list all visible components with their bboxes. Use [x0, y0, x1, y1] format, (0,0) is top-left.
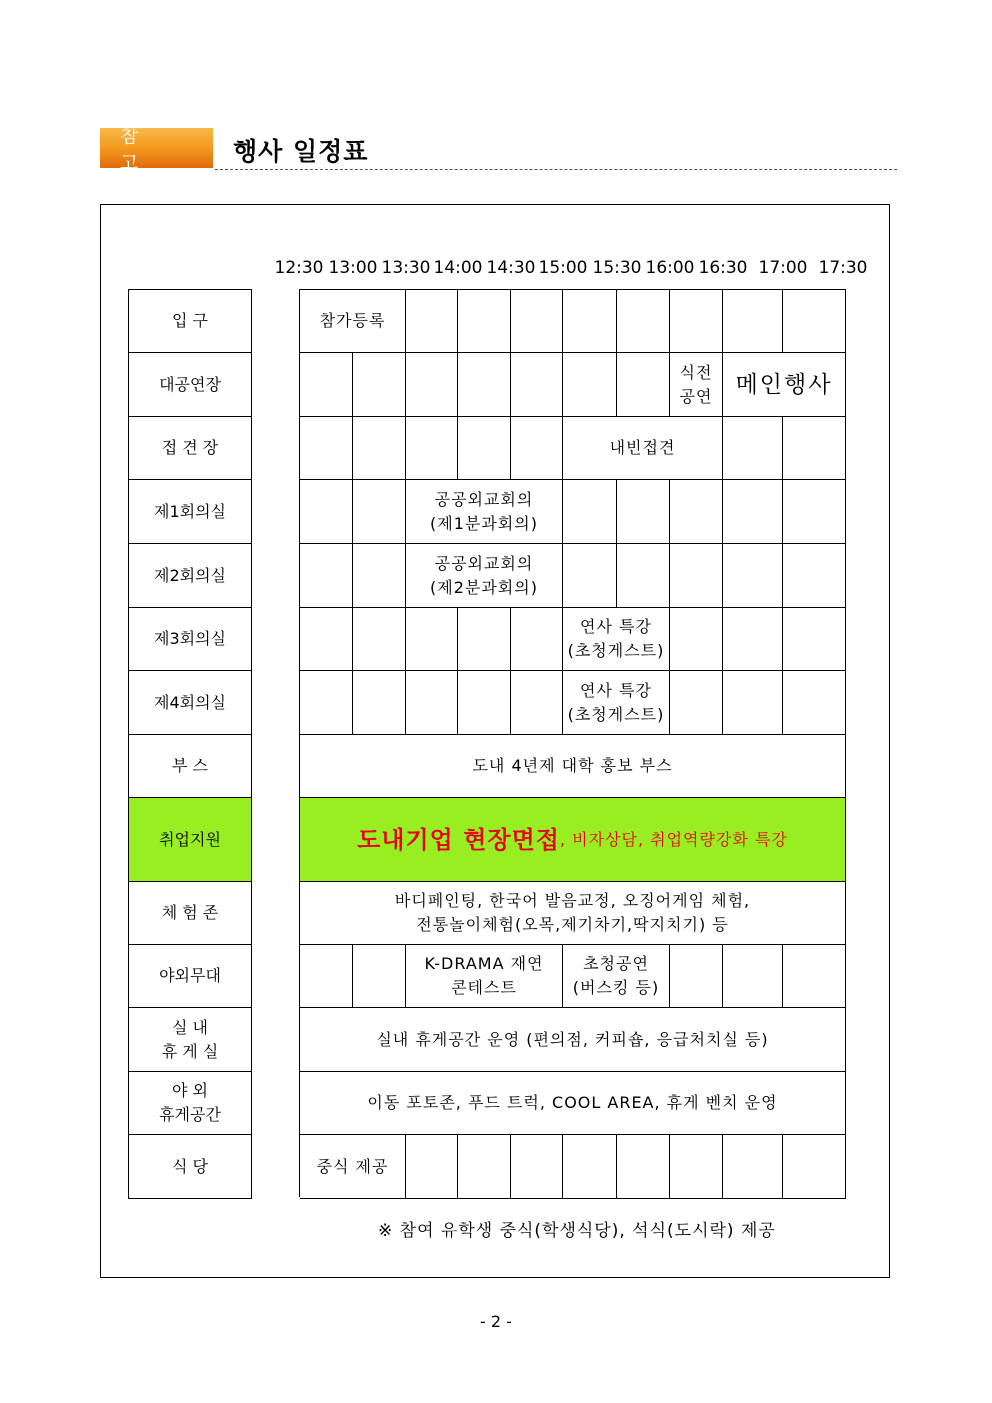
schedule-empty-cell [458, 608, 511, 671]
section-header [100, 125, 897, 174]
schedule-empty-cell [617, 353, 670, 417]
schedule-empty-cell [723, 480, 783, 544]
schedule-empty-cell [723, 544, 783, 608]
time-label: 13:00 [328, 258, 378, 278]
schedule-empty-cell [783, 290, 846, 353]
time-label: 15:00 [538, 258, 588, 278]
schedule-empty-cell [563, 544, 617, 608]
time-label: 13:30 [381, 258, 431, 278]
header-divider [215, 169, 897, 170]
venue-label: 취업지원 [129, 798, 251, 882]
schedule-empty-cell [353, 671, 406, 735]
schedule-event: 실내 휴게공간 운영 (편의점, 커피숍, 응급처치실 등) [300, 1008, 846, 1072]
schedule-empty-cell [617, 290, 670, 353]
schedule-empty-cell [617, 544, 670, 608]
schedule-empty-cell [783, 417, 846, 480]
schedule-empty-cell [563, 353, 617, 417]
reference-badge: 참 고 [100, 128, 213, 168]
job-support-cell [300, 798, 846, 882]
schedule-empty-cell [406, 290, 458, 353]
time-label: 16:30 [698, 258, 748, 278]
schedule-empty-cell [458, 290, 511, 353]
schedule-empty-cell [300, 671, 353, 735]
schedule-empty-cell [563, 1135, 617, 1199]
venue-label: 체 험 존 [129, 882, 251, 945]
schedule-empty-cell [511, 290, 563, 353]
schedule-empty-cell [300, 353, 353, 417]
schedule-empty-cell [511, 1135, 563, 1199]
time-label: 16:00 [645, 258, 695, 278]
schedule-event: K-DRAMA 재연 콘테스트 [406, 945, 563, 1008]
schedule-event: 참가등록 [300, 290, 406, 353]
venue-label: 제2회의실 [129, 544, 251, 608]
schedule-empty-cell [783, 544, 846, 608]
schedule-empty-cell [511, 608, 563, 671]
job-main-text: 도내기업 현장면접 [357, 825, 560, 854]
schedule-empty-cell [300, 480, 353, 544]
schedule-empty-cell [670, 608, 723, 671]
schedule-event: 공공외교회의 (제1분과회의) [406, 480, 563, 544]
schedule-empty-cell [670, 290, 723, 353]
venue-label: 제4회의실 [129, 671, 251, 735]
schedule-empty-cell [458, 353, 511, 417]
venue-label: 식 당 [129, 1135, 251, 1199]
schedule-empty-cell [406, 1135, 458, 1199]
schedule-empty-cell [353, 544, 406, 608]
schedule-empty-cell [617, 480, 670, 544]
schedule-empty-cell [617, 1135, 670, 1199]
schedule-empty-cell [783, 608, 846, 671]
page-number: - 2 - [480, 1312, 512, 1331]
schedule-empty-cell [300, 608, 353, 671]
meal-note: ※ 참여 유학생 중식(학생식당), 석식(도시락) 제공 [378, 1221, 776, 1241]
time-label: 17:30 [818, 258, 868, 278]
schedule-empty-cell [563, 290, 617, 353]
time-header [0, 258, 992, 280]
schedule-empty-cell [458, 671, 511, 735]
schedule-empty-cell [511, 353, 563, 417]
schedule-empty-cell [406, 353, 458, 417]
time-label: 14:00 [433, 258, 483, 278]
schedule-empty-cell [406, 671, 458, 735]
schedule-empty-cell [353, 608, 406, 671]
schedule-event: 메인행사 [723, 353, 846, 417]
schedule-empty-cell [783, 945, 846, 1008]
venue-label: 접 견 장 [129, 417, 251, 480]
schedule-empty-cell [300, 544, 353, 608]
schedule-empty-cell [783, 671, 846, 735]
schedule-empty-cell [353, 945, 406, 1008]
schedule-empty-cell [723, 671, 783, 735]
schedule-event: 식전 공연 [670, 353, 723, 417]
schedule-empty-cell [406, 417, 458, 480]
schedule-empty-cell [406, 608, 458, 671]
venue-label: 대공연장 [129, 353, 251, 417]
schedule-grid [299, 289, 846, 1197]
venue-label: 실 내 휴 게 실 [129, 1008, 251, 1072]
job-sub-text: , 비자상담, 취업역량강화 특강 [559, 829, 788, 849]
schedule-empty-cell [458, 1135, 511, 1199]
schedule-event: 이동 포토존, 푸드 트럭, COOL AREA, 휴게 벤치 운영 [300, 1072, 846, 1135]
schedule-empty-cell [783, 1135, 846, 1199]
schedule-empty-cell [723, 290, 783, 353]
schedule-empty-cell [723, 945, 783, 1008]
schedule-event: 내빈접견 [563, 417, 723, 480]
schedule-empty-cell [511, 671, 563, 735]
venue-label: 부 스 [129, 735, 251, 798]
schedule-empty-cell [723, 1135, 783, 1199]
time-label: 14:30 [486, 258, 536, 278]
schedule-empty-cell [458, 417, 511, 480]
schedule-empty-cell [783, 480, 846, 544]
schedule-event: 중식 제공 [300, 1135, 406, 1199]
venue-column [128, 289, 252, 1199]
page-title: 행사 일정표 [233, 137, 369, 166]
venue-label: 제1회의실 [129, 480, 251, 544]
schedule-empty-cell [300, 945, 353, 1008]
schedule-empty-cell [353, 417, 406, 480]
schedule-empty-cell [670, 945, 723, 1008]
venue-label: 야 외 휴게공간 [129, 1072, 251, 1135]
time-label: 15:30 [592, 258, 642, 278]
schedule-event: 연사 특강 (초청게스트) [563, 608, 670, 671]
schedule-empty-cell [723, 417, 783, 480]
schedule-empty-cell [511, 417, 563, 480]
schedule-empty-cell [670, 671, 723, 735]
schedule-empty-cell [300, 417, 353, 480]
time-label: 12:30 [274, 258, 324, 278]
venue-label: 야외무대 [129, 945, 251, 1008]
time-label: 17:00 [758, 258, 808, 278]
venue-label: 입 구 [129, 290, 251, 353]
schedule-event: 도내 4년제 대학 홍보 부스 [300, 735, 846, 798]
schedule-event: 공공외교회의 (제2분과회의) [406, 544, 563, 608]
schedule-event: 연사 특강 (초청게스트) [563, 671, 670, 735]
schedule-empty-cell [723, 608, 783, 671]
schedule-empty-cell [670, 544, 723, 608]
schedule-event: 바디페인팅, 한국어 발음교정, 오징어게임 체험, 전통놀이체험(오목,제기차기,딱지치기) 등 [300, 882, 846, 945]
venue-label: 제3회의실 [129, 608, 251, 671]
schedule-event: 초청공연 (버스킹 등) [563, 945, 670, 1008]
schedule-empty-cell [563, 480, 617, 544]
schedule-empty-cell [353, 353, 406, 417]
schedule-empty-cell [670, 480, 723, 544]
schedule-empty-cell [670, 1135, 723, 1199]
schedule-empty-cell [353, 480, 406, 544]
